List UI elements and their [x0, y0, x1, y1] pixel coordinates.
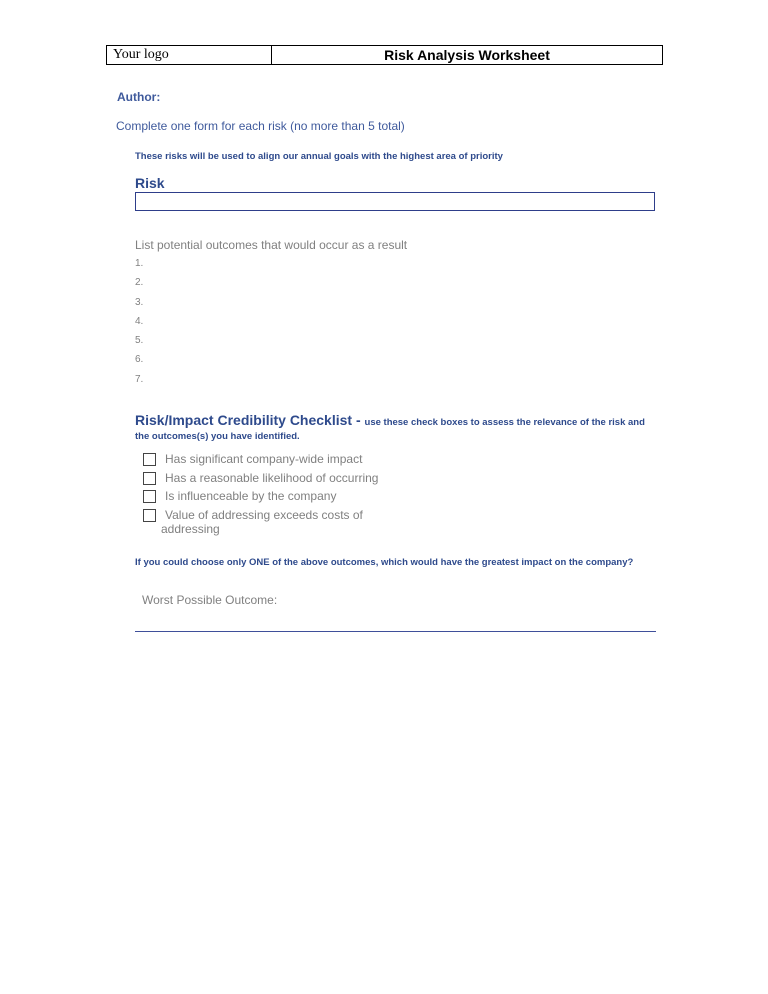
purpose-note: These risks will be used to align our annual goals with the highest area of priority — [135, 151, 503, 162]
outcome-item-1[interactable]: 1. — [135, 258, 144, 269]
outcome-item-3[interactable]: 3. — [135, 296, 144, 308]
credibility-checklist — [143, 452, 395, 540]
greatest-impact-question: If you could choose only ONE of the above outcomes, which would have the greatest impact on the company? — [135, 557, 634, 568]
outcome-list — [135, 258, 143, 393]
checkbox[interactable] — [143, 453, 156, 466]
checklist-item-label-line1: Value of addressing exceeds costs of — [165, 507, 363, 522]
checklist-item-label: Has significant company-wide impact — [165, 452, 363, 466]
checklist-item[interactable] — [143, 508, 395, 540]
risk-input[interactable] — [135, 192, 655, 211]
checklist-item-label: Is influenceable by the company — [165, 489, 337, 503]
checklist-item[interactable] — [143, 452, 395, 471]
checklist-item-label-line2: addressing — [161, 521, 220, 536]
checklist-title: Risk/Impact Credibility Checklist - — [135, 412, 365, 428]
checklist-item-label: Has a reasonable likelihood of occurring — [165, 470, 379, 485]
logo-placeholder: Your logo — [107, 46, 272, 64]
worksheet-title: Risk Analysis Worksheet — [384, 47, 550, 63]
outcomes-heading: List potential outcomes that would occur as a result — [135, 238, 408, 252]
header-table — [106, 45, 663, 65]
instruction-text: Complete one form for each risk (no more than 5 total) — [116, 119, 405, 133]
outcome-item-4[interactable]: 4. — [135, 315, 144, 327]
outcome-item-2[interactable]: 2. — [135, 277, 144, 289]
checklist-subtitle: use these check boxes to assess the relevance of the risk and the outcomes(s) you have identified. — [135, 417, 645, 442]
checkbox[interactable] — [143, 490, 156, 503]
checkbox[interactable] — [143, 472, 156, 485]
outcome-item-5[interactable]: 5. — [135, 335, 144, 347]
outcome-item-7[interactable]: 7. — [135, 373, 144, 385]
checklist-item[interactable] — [143, 489, 395, 508]
worst-outcome-input-line[interactable] — [135, 631, 656, 632]
checklist-item[interactable] — [143, 471, 395, 490]
checklist-item-label — [161, 507, 395, 536]
author-label[interactable]: Author: — [117, 90, 161, 104]
outcome-item-6[interactable]: 6. — [135, 354, 144, 366]
worst-outcome-label: Worst Possible Outcome: — [142, 593, 278, 607]
checklist-heading — [135, 414, 645, 443]
risk-label: Risk — [135, 175, 165, 191]
checkbox[interactable] — [143, 509, 156, 522]
